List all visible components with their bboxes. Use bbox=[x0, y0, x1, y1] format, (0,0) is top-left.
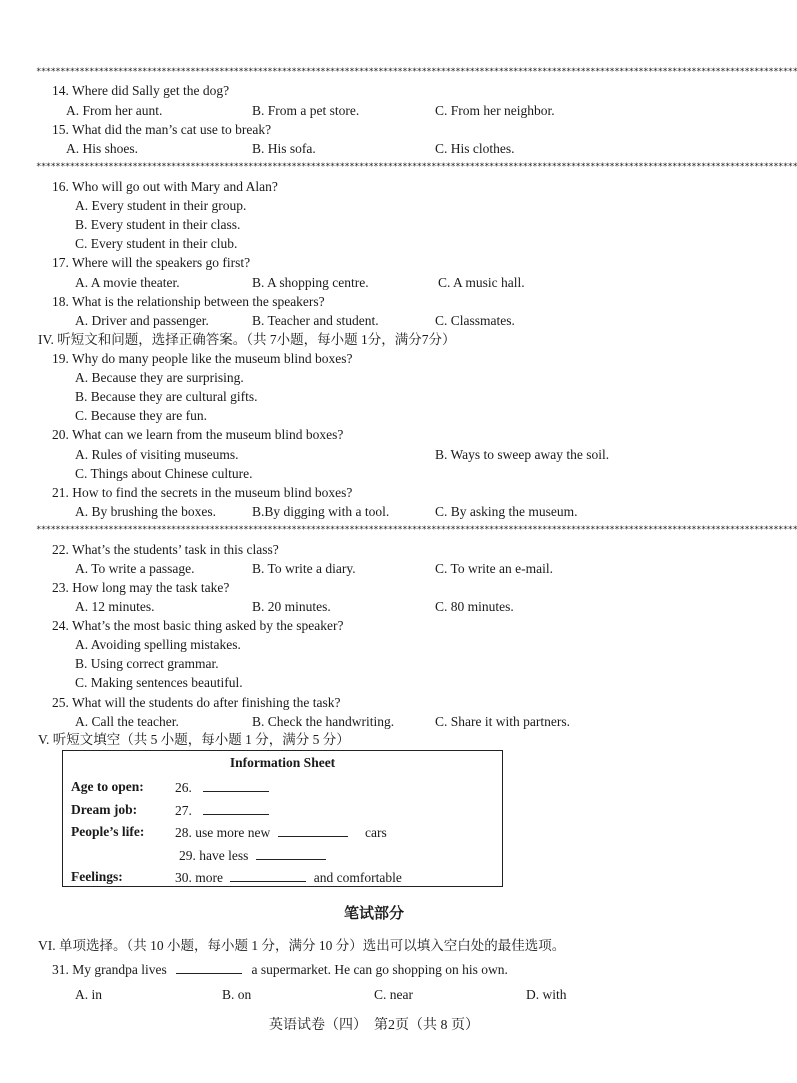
page-footer: 英语试卷（四） 第2页（共 8 页） bbox=[269, 1018, 479, 1033]
star-divider: ************************************************************************************************************************************************************** bbox=[36, 67, 797, 77]
question-23: 23. How long may the task take? bbox=[52, 580, 230, 595]
item-26-number: 26. bbox=[175, 780, 192, 795]
q19-option-c: C. Because they are fun. bbox=[75, 408, 207, 423]
star-divider: ************************************************************************************************************************************************************** bbox=[36, 162, 797, 172]
q31-option-d: D. with bbox=[526, 987, 567, 1002]
q20-option-b: B. Ways to sweep away the soil. bbox=[435, 447, 610, 462]
q25-option-b: B. Check the handwriting. bbox=[252, 714, 395, 729]
q24-option-b: B. Using correct grammar. bbox=[75, 656, 219, 671]
q24-option-a: A. Avoiding spelling mistakes. bbox=[75, 637, 241, 652]
q25-option-a: A. Call the teacher. bbox=[75, 714, 179, 729]
q19-option-b: B. Because they are cultural gifts. bbox=[75, 389, 258, 404]
q22-option-b: B. To write a diary. bbox=[252, 561, 356, 576]
q16-option-b: B. Every student in their class. bbox=[75, 217, 241, 232]
answer-blank-29[interactable] bbox=[256, 847, 326, 860]
question-16: 16. Who will go out with Mary and Alan? bbox=[52, 179, 278, 194]
section-vi-heading: VI. 单项选择。（共 10 小题，每小题 1 分，满分 10 分）选出可以填入空白处的最佳选项。 bbox=[38, 938, 566, 953]
q18-option-c: C. Classmates. bbox=[435, 313, 515, 328]
q15-option-c: C. His clothes. bbox=[435, 141, 515, 156]
answer-blank-27[interactable] bbox=[203, 802, 269, 815]
q20-option-c: C. Things about Chinese culture. bbox=[75, 466, 253, 481]
item-26 bbox=[175, 779, 269, 796]
label-feelings: Feelings: bbox=[71, 869, 123, 884]
question-21: 21. How to find the secrets in the museum blind boxes? bbox=[52, 485, 353, 500]
q18-option-b: B. Teacher and student. bbox=[252, 313, 379, 328]
question-20: 20. What can we learn from the museum blind boxes? bbox=[52, 427, 344, 442]
item-30-text: 30. more bbox=[175, 870, 223, 885]
q16-option-c: C. Every student in their club. bbox=[75, 236, 238, 251]
written-part-title: 笔试部分 bbox=[343, 906, 404, 922]
question-25: 25. What will the students do after finishing the task? bbox=[52, 695, 341, 710]
question-22: 22. What’s the students’ task in this class? bbox=[52, 542, 279, 557]
q31-option-c: C. near bbox=[374, 987, 413, 1002]
q31-option-a: A. in bbox=[75, 987, 102, 1002]
item-29-text: 29. have less bbox=[179, 848, 249, 863]
q31-text-after: a supermarket. He can go shopping on his own. bbox=[251, 962, 508, 977]
question-19: 19. Why do many people like the museum blind boxes? bbox=[52, 351, 353, 366]
star-divider: ************************************************************************************************************************************************************** bbox=[36, 525, 797, 535]
q21-option-b: B.By digging with a tool. bbox=[252, 504, 390, 519]
label-dream-job: Dream job: bbox=[71, 802, 138, 817]
q21-option-a: A. By brushing the boxes. bbox=[75, 504, 216, 519]
answer-blank-28[interactable] bbox=[278, 824, 348, 837]
q31-option-b: B. on bbox=[222, 987, 252, 1002]
q22-option-c: C. To write an e-mail. bbox=[435, 561, 554, 576]
q15-option-b: B. His sofa. bbox=[252, 141, 316, 156]
q21-option-c: C. By asking the museum. bbox=[435, 504, 578, 519]
q23-option-c: C. 80 minutes. bbox=[435, 599, 514, 614]
question-14: 14. Where did Sally get the dog? bbox=[52, 83, 230, 98]
question-18: 18. What is the relationship between the speakers? bbox=[52, 294, 325, 309]
item-30-suffix: and comfortable bbox=[313, 870, 402, 885]
q22-option-a: A. To write a passage. bbox=[75, 561, 195, 576]
q16-option-a: A. Every student in their group. bbox=[75, 198, 247, 213]
section-iv-heading: IV. 听短文和问题，选择正确答案。（共 7小题，每小题 1分，满分7分） bbox=[38, 332, 456, 347]
q14-option-a: A. From her aunt. bbox=[66, 103, 163, 118]
item-28 bbox=[175, 824, 387, 841]
information-sheet bbox=[62, 750, 503, 887]
section-v-heading: V. 听短文填空（共 5 小题，每小题 1 分，满分 5 分） bbox=[38, 732, 350, 747]
q14-option-b: B. From a pet store. bbox=[252, 103, 360, 118]
q17-option-a: A. A movie theater. bbox=[75, 275, 180, 290]
item-30 bbox=[175, 869, 402, 886]
item-29 bbox=[179, 847, 326, 864]
q18-option-a: A. Driver and passenger. bbox=[75, 313, 209, 328]
label-age-to-open: Age to open: bbox=[71, 779, 144, 794]
q19-option-a: A. Because they are surprising. bbox=[75, 370, 244, 385]
answer-blank-30[interactable] bbox=[230, 869, 306, 882]
answer-blank-26[interactable] bbox=[203, 779, 269, 792]
q17-option-c: C. A music hall. bbox=[438, 275, 525, 290]
q24-option-c: C. Making sentences beautiful. bbox=[75, 675, 243, 690]
answer-blank-31[interactable] bbox=[176, 961, 242, 974]
question-24: 24. What’s the most basic thing asked by the speaker? bbox=[52, 618, 344, 633]
item-27-number: 27. bbox=[175, 803, 192, 818]
q23-option-a: A. 12 minutes. bbox=[75, 599, 155, 614]
sheet-title: Information Sheet bbox=[229, 755, 336, 770]
q20-option-a: A. Rules of visiting museums. bbox=[75, 447, 239, 462]
item-28-suffix: cars bbox=[364, 825, 387, 840]
q25-option-c: C. Share it with partners. bbox=[435, 714, 570, 729]
question-15: 15. What did the man’s cat use to break? bbox=[52, 122, 272, 137]
q23-option-b: B. 20 minutes. bbox=[252, 599, 331, 614]
q31-text-before: 31. My grandpa lives bbox=[52, 962, 167, 977]
q14-option-c: C. From her neighbor. bbox=[435, 103, 555, 118]
label-peoples-life: People’s life: bbox=[71, 824, 145, 839]
item-28-text: 28. use more new bbox=[175, 825, 271, 840]
item-27 bbox=[175, 802, 269, 819]
question-17: 17. Where will the speakers go first? bbox=[52, 255, 251, 270]
q17-option-b: B. A shopping centre. bbox=[252, 275, 369, 290]
q15-option-a: A. His shoes. bbox=[66, 141, 139, 156]
question-31 bbox=[52, 961, 508, 979]
